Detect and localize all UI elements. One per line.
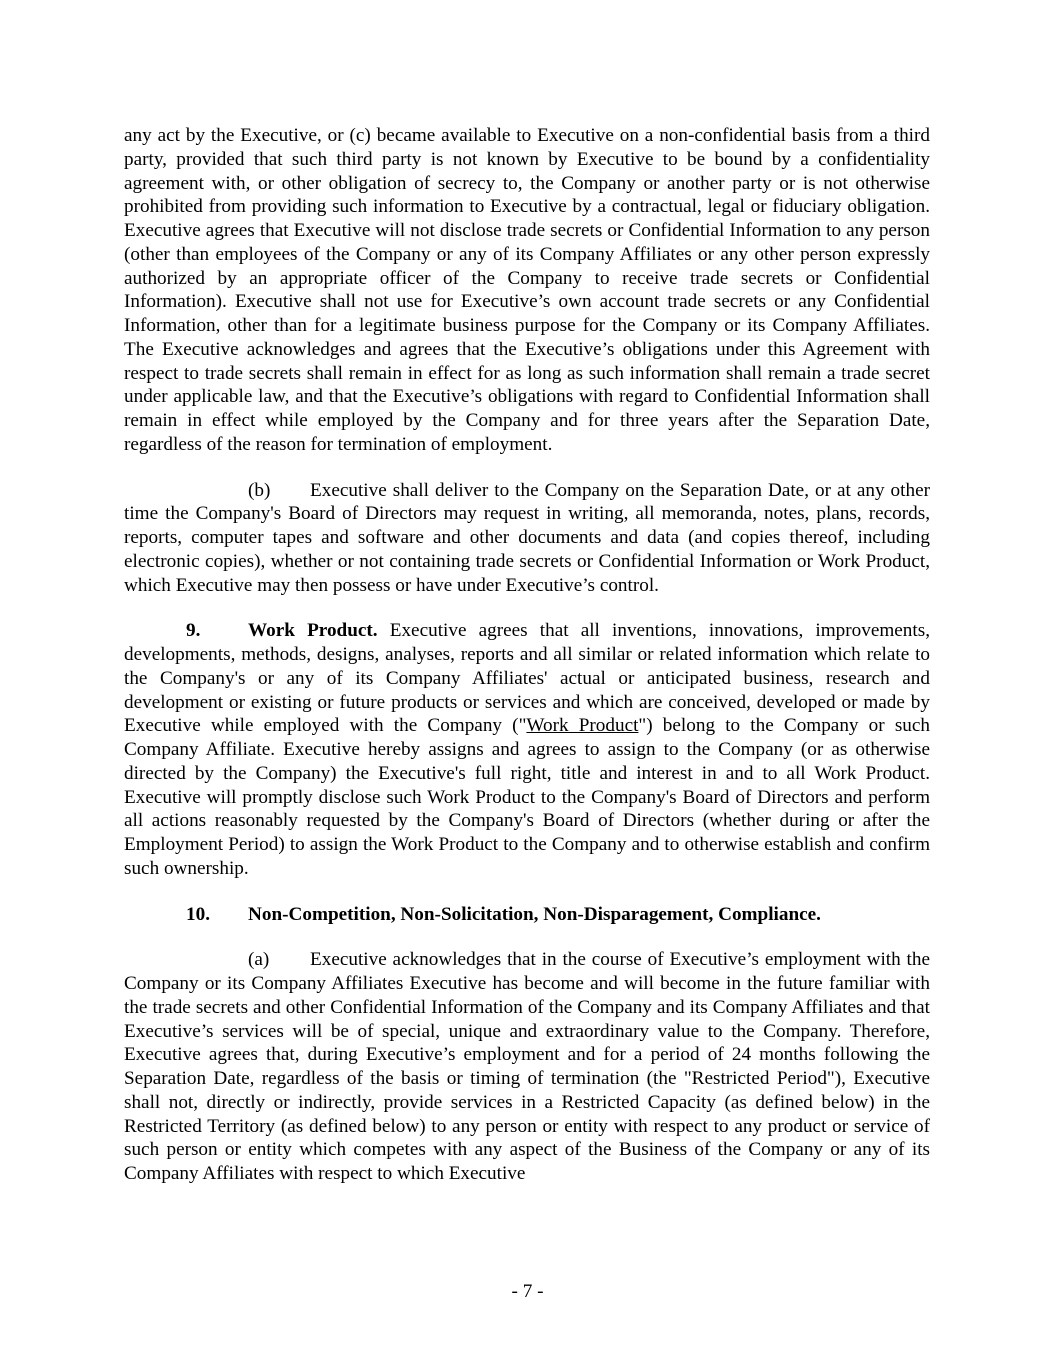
paragraph-text: ") belong to the Company or such Company Affiliate. Executive hereby assigns and agrees to assign to the Company (or as otherwise directed by the Company) the Executive's full right, title and interest in and to all Work Product. Executive will promptly disclose such Work Product to the Company's Board of Directors and perform all actions reasonably requested by the Company's Board of Directors (whether during or after the Employment Period) to assign the Work Product to the Company and to otherwise establish and confirm such ownership.	[124, 715, 931, 879]
paragraph-text: Executive agrees that all inventions, innovations, improvements, developments, methods, designs, analyses, reports and all similar or related information which relate to the Company's or any of its Company Affiliates' actual or anticipated business, research and development or existing or future products or services and which are conceived, developed or made by Executive while employed with the Company ("	[124, 620, 930, 737]
section-9-work-product	[124, 619, 930, 880]
paragraph-10a	[124, 948, 930, 1186]
page-number: - 7 -	[511, 1281, 544, 1302]
section-10-heading	[124, 903, 930, 927]
paragraph-text: Executive shall deliver to the Company on the Separation Date, or at any other time the Company's Board of Directors may request in writing, all memoranda, notes, plans, records, reports, computer tapes and software and other documents and data (and copies thereof, including electronic copies), whether or not containing trade secrets or Confidential Information or Work Product, which Executive may then possess or have under Executive’s control.	[124, 479, 930, 596]
section-heading-non-competition: Non-Competition, Non-Solicitation, Non-Disparagement, Compliance.	[248, 903, 821, 925]
paragraph-8b	[124, 479, 930, 598]
section-number-9: 9.	[186, 620, 201, 642]
paragraph-text: Executive acknowledges that in the course of Executive’s employment with the Company or its Company Affiliates Executive has become and will become in the future familiar with the trade secrets and other Confidential Information of the Company and its Company Affiliates and that Executive’s services will be of special, unique and extraordinary value to the Company. Therefore, Executive agrees that, during Executive’s employment and for a period of 24 months following the Separation Date, regardless of the basis or timing of termination (the "Restricted Period"), Executive shall not, directly or indirectly, provide services in a Restricted Capacity (as defined below) in the Restricted Territory (as defined below) to any person or entity with respect to any product or service of such person or entity which competes with any aspect of the Business of the Company or any of its Company Affiliates with respect to which Executive	[124, 949, 930, 1184]
subsection-marker-a: (a)	[248, 949, 270, 971]
paragraph-confidentiality-continued	[124, 124, 930, 457]
section-number-10: 10.	[186, 903, 210, 925]
paragraph-text: any act by the Executive, or (c) became available to Executive on a non-confidential basis from a third party, provided that such third party is not known by Executive to be bound by a confidentiality agreement with, or other obligation of secrecy to, the Company or another party or is not otherwise prohibited from providing such information to Executive by a contractual, legal or fiduciary obligation. Executive agrees that Executive will not disclose trade secrets or Confidential Information to any person (other than employees of the Company or any of its Company Affiliates or any other person expressly authorized by an appropriate officer of the Company to receive trade secrets or Confidential Information). Executive shall not use for Executive’s own account trade secrets or any Confidential Information, other than for a legitimate business purpose for the Company or its Company Affiliates. The Executive acknowledges and agrees that the Executive’s obligations under this Agreement with respect to trade secrets shall remain in effect for as long as such information shall remain a trade secret under applicable law, and that the Executive’s obligations with regard to Confidential Information shall remain in effect while employed by the Company and for three years after the Separation Date, regardless of the reason for termination of employment.	[124, 125, 930, 455]
subsection-marker-b: (b)	[248, 479, 271, 501]
section-heading-work-product: Work Product.	[248, 620, 378, 642]
defined-term-work-product: Work Product	[526, 715, 639, 737]
document-page	[124, 124, 930, 1186]
